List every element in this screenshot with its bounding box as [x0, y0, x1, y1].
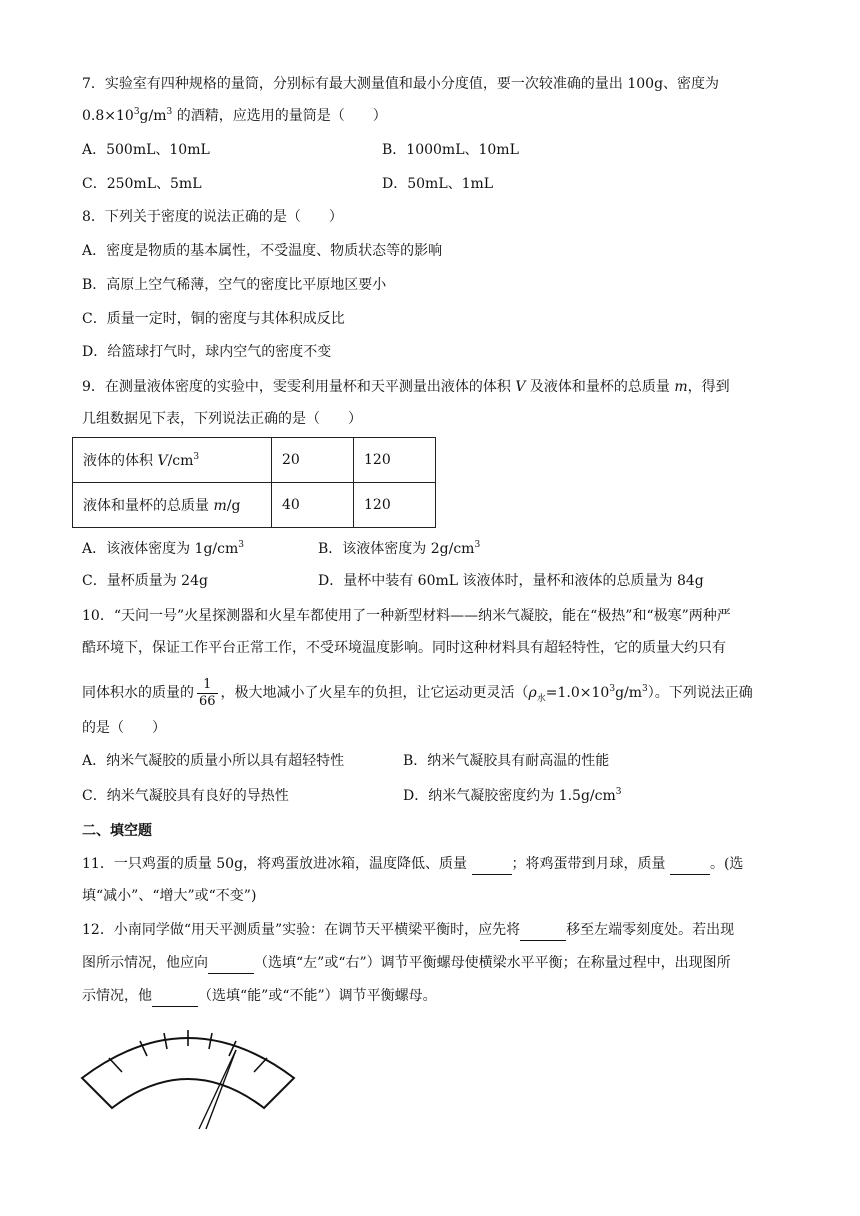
- table-row-label: [73, 483, 272, 528]
- q7-text: 的酒精，应选用的量筒是（ ）: [172, 108, 387, 124]
- pointer-line: [199, 1050, 236, 1129]
- answer-blank[interactable]: [152, 986, 198, 1007]
- q9-option-a: [82, 539, 244, 559]
- q7-option-b: B．1000mL、10mL: [382, 142, 519, 158]
- answer-blank[interactable]: [208, 953, 254, 974]
- q10-text: g/m: [615, 685, 643, 701]
- q9-option-b: [318, 539, 480, 559]
- unit-text: /cm: [167, 453, 194, 469]
- q7-option-d: D．50mL、1mL: [382, 176, 494, 192]
- q12-text: 图所示情况，他应向: [82, 955, 208, 971]
- q10-option-c: C．纳米气凝胶具有良好的导热性: [82, 788, 289, 804]
- option-text: D．纳米气凝胶密度约为 1.5g/cm: [403, 788, 616, 804]
- q8-option-a: A．密度是物质的基本属性，不受温度、物质状态等的影响: [82, 243, 443, 259]
- answer-blank[interactable]: [670, 854, 710, 875]
- q11-line2: 填“减小”、“增大”或“不变”): [82, 888, 257, 904]
- q10-stem-line1: 10．“天问一号”火星探测器和火星车都使用了一种新型材料——纳米气凝胶，能在“极热”和“极寒”两种严: [82, 608, 731, 624]
- fraction-1-66: [197, 677, 218, 710]
- q7-stem-line1: 7．实验室有四种规格的量筒，分别标有最大测量值和最小分度值，要一次较准确的量出 100g、密度为: [82, 76, 720, 92]
- q12-text: 移至左端零刻度处。若出现: [566, 922, 735, 938]
- table-cell: 40: [272, 483, 354, 528]
- q9-var-m: m: [674, 379, 688, 395]
- q10-text: ）。下列说法正确: [647, 685, 753, 701]
- q8-option-b: B．高原上空气稀薄，空气的密度比平原地区要小: [82, 277, 387, 293]
- table-row: [73, 483, 436, 528]
- q8-stem: 8．下列关于密度的说法正确的是（ ）: [82, 209, 343, 225]
- scale-ticks: [109, 1030, 267, 1072]
- tick-mark: [254, 1058, 267, 1072]
- q10-option-b: B．纳米气凝胶具有耐高温的性能: [403, 753, 610, 769]
- q12-text: （选填“左”或“右”）调节平衡螺母使横梁水平平衡；在称量过程中，出现图所: [254, 955, 731, 971]
- q12-line3: [82, 986, 437, 1007]
- q9-text: ，得到: [687, 379, 730, 395]
- q8-option-c: C．质量一定时，铜的密度与其体积成反比: [82, 311, 345, 327]
- label-text: 液体的体积: [83, 453, 158, 469]
- unit-sup: 3: [474, 540, 481, 550]
- q9-stem-line1: [82, 377, 730, 397]
- q12-line1: [82, 920, 734, 941]
- q7-option-a: A．500mL、10mL: [82, 142, 210, 158]
- fraction-numerator: 1: [197, 677, 218, 694]
- answer-blank[interactable]: [520, 920, 566, 941]
- q12-text: 12．小南同学做“用天平测质量”实验：在调节天平横梁平衡时，应先将: [82, 922, 521, 938]
- q9-text: 9．在测量液体密度的实验中，雯雯利用量杯和天平测量出液体的体积: [82, 379, 516, 395]
- q7-sup: 3: [133, 107, 140, 117]
- q7-stem-line2: [82, 106, 387, 126]
- q9-var-v: V: [515, 379, 526, 395]
- q10-stem-line3: [82, 673, 753, 719]
- var-m: m: [213, 498, 227, 514]
- table-cell: 120: [354, 483, 436, 528]
- unit-sup: 3: [193, 452, 200, 462]
- q10-option-d: [403, 786, 621, 806]
- q11-line1: [82, 854, 743, 875]
- q8-option-d: D．给篮球打气时，球内空气的密度不变: [82, 344, 332, 360]
- q9-option-d: D．量杯中装有 60mL 该液体时，量杯和液体的总质量为 84g: [318, 573, 704, 589]
- option-text: B．该液体密度为 2g/cm: [318, 541, 475, 557]
- q11-text: 11．一只鸡蛋的质量 50g，将鸡蛋放进冰箱，温度降低、质量: [82, 856, 472, 872]
- answer-blank[interactable]: [472, 854, 512, 875]
- q10-text: =1.0×10: [545, 685, 610, 701]
- q12-line2: [82, 953, 731, 974]
- q7-sup: 3: [166, 107, 173, 117]
- var-v: V: [157, 453, 168, 469]
- unit-sup: 3: [238, 540, 244, 550]
- unit-text: /g: [226, 498, 241, 514]
- q7-option-c: C．250mL、5mL: [82, 176, 202, 192]
- scale-arc: [82, 1038, 294, 1108]
- balance-scale-figure: [80, 1018, 300, 1130]
- q11-text: ；将鸡蛋带到月球，质量: [511, 856, 670, 872]
- q9-data-table: [72, 437, 436, 528]
- q11-text: 。(选: [709, 856, 744, 872]
- q10-text: 同体积水的质量的: [82, 685, 194, 701]
- table-cell: 120: [354, 438, 436, 483]
- table-cell: 20: [272, 438, 354, 483]
- q9-text: 及液体和量杯的总质量: [525, 379, 675, 395]
- rho-symbol: ρ: [528, 685, 537, 701]
- q10-text: ，极大地减小了火星车的负担，让它运动更灵活（: [220, 685, 529, 701]
- q10-sup: 3: [642, 684, 648, 694]
- q7-text: g/m: [139, 108, 167, 124]
- q10-stem-line4: 的是（ ）: [82, 720, 166, 736]
- table-row: [73, 438, 436, 483]
- q12-text: 示情况，他: [82, 988, 152, 1004]
- table-row-label: [73, 438, 272, 483]
- tick-mark: [109, 1058, 122, 1072]
- q10-sup: 3: [609, 684, 616, 694]
- fraction-denominator: 66: [199, 693, 216, 709]
- q9-option-c: C．量杯质量为 24g: [82, 573, 208, 589]
- label-text: 液体和量杯的总质量: [83, 498, 214, 514]
- q7-text: 0.8×10: [82, 108, 134, 124]
- unit-sup: 3: [615, 787, 622, 797]
- rho-subscript: 水: [536, 693, 546, 704]
- q10-stem-line2: 酷环境下，保证工作平台正常工作，不受环境温度影响。同时这种材料具有超轻特性，它的质量大约只有: [82, 640, 726, 656]
- option-text: A．该液体密度为 1g/cm: [82, 541, 239, 557]
- q9-stem-line2: 几组数据见下表，下列说法正确的是（ ）: [82, 411, 362, 427]
- section-heading: 二、填空题: [82, 823, 152, 839]
- q12-text: （选填“能”或“不能”）调节平衡螺母。: [198, 988, 437, 1004]
- q10-option-a: A．纳米气凝胶的质量小所以具有超轻特性: [82, 753, 345, 769]
